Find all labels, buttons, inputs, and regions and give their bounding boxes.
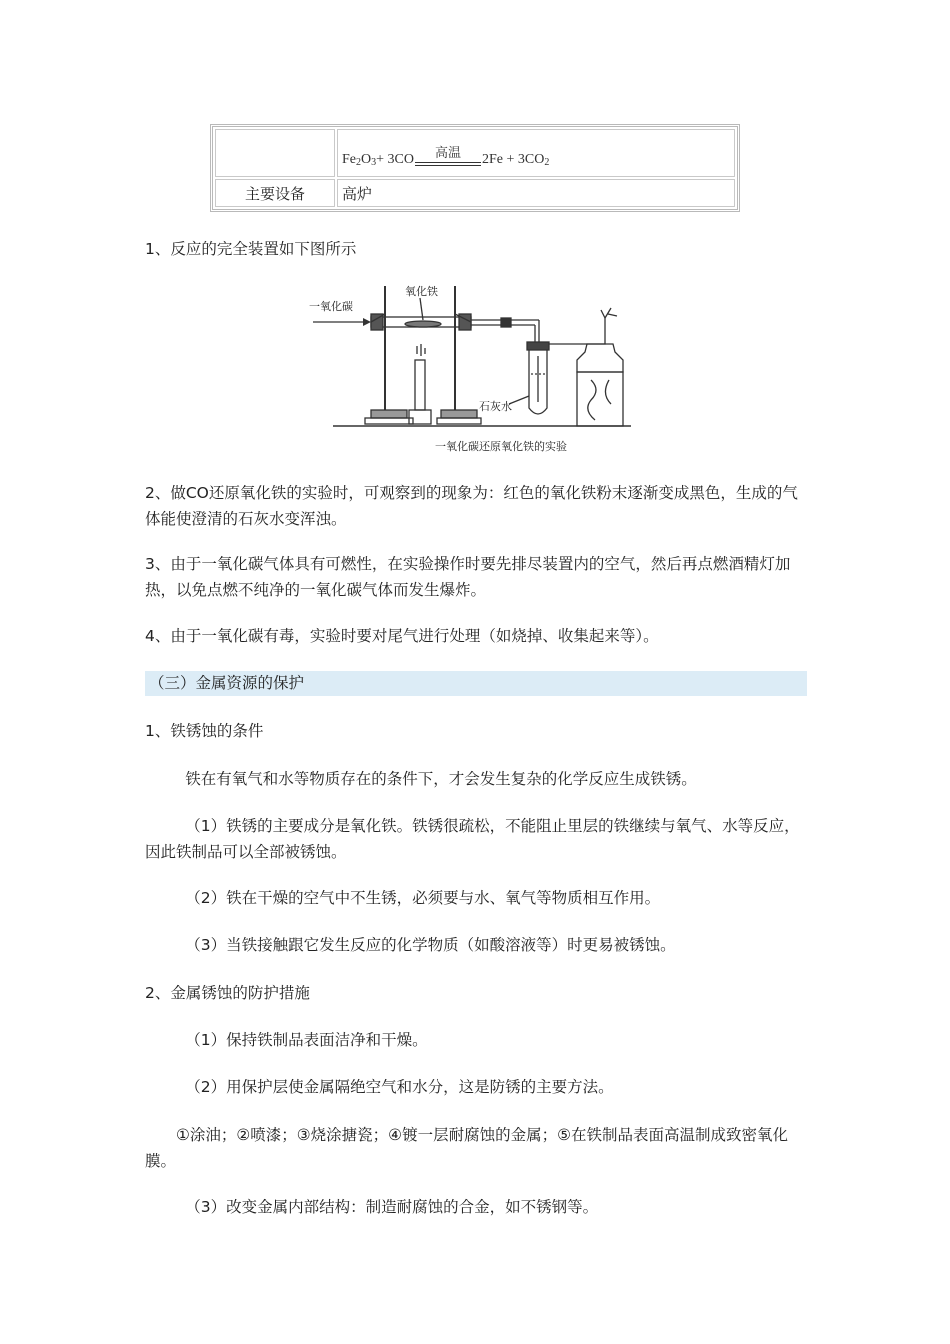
paragraph-11: （1）保持铁制品表面洁净和干燥。 — [185, 1031, 428, 1049]
eq-products: 2Fe + 3CO — [481, 152, 545, 167]
experiment-figure — [305, 284, 635, 462]
paragraph-4: 4、由于一氧化碳有毒，实验时要对尾气进行处理（如烧掉、收集起来等）。 — [145, 627, 659, 645]
paragraph-5: 1、铁锈蚀的条件 — [145, 722, 264, 740]
chemical-equation — [342, 142, 549, 168]
equals-line-top — [415, 162, 481, 163]
label-iron-oxide: 氧化铁 — [405, 285, 438, 298]
label-limewater: 石灰水 — [479, 400, 512, 413]
paragraph-9: （3）当铁接触跟它发生反应的化学物质（如酸溶液等）时更易被锈蚀。 — [185, 936, 676, 954]
paragraph-3: 3、由于一氧化碳气体具有可燃性，在实验操作时要先排尽装置内的空气，然后再点燃酒精灯加热，以免点燃不纯净的一氧化碳气体而发生爆炸。 — [145, 555, 791, 599]
device-row — [215, 179, 735, 207]
eq-sub-3: 3 — [371, 157, 377, 168]
iron-oxide-powder — [405, 321, 441, 327]
equation-cell — [337, 129, 735, 177]
eq-fe: Fe — [342, 152, 356, 167]
paragraph-2: 2、做CO还原氧化铁的实验时，可观察到的现象为：红色的氧化铁粉末逐渐变成黑色，生成的气体能使澄清的石灰水变浑浊。 — [145, 484, 798, 528]
equation-row — [215, 129, 735, 177]
device-label: 主要设备 — [215, 179, 335, 207]
paragraph-10: 2、金属锈蚀的防护措施 — [145, 984, 310, 1002]
figure-caption: 一氧化碳还原氧化铁的实验 — [435, 440, 567, 453]
paragraph-7: （1）铁锈的主要成分是氧化铁。铁锈很疏松，不能阻止里层的铁继续与氧气、水等反应，因此铁制品可以全部被锈蚀。 — [145, 817, 800, 861]
eq-o: O — [361, 152, 372, 167]
label-co: 一氧化碳 — [309, 300, 353, 313]
paragraph-1: 1、反应的完全装置如下图所示 — [145, 240, 357, 258]
equals-line-bottom — [415, 165, 481, 166]
empty-cell — [215, 129, 335, 177]
paragraph-12: （2）用保护层使金属隔绝空气和水分，这是防锈的主要方法。 — [185, 1078, 614, 1096]
reaction-condition — [415, 142, 481, 168]
paragraph-13: ①涂油；②喷漆；③烧涂搪瓷；④镀一层耐腐蚀的金属；⑤在铁制品表面高温制成致密氧化膜。 — [145, 1126, 788, 1170]
paragraph-8: （2）铁在干燥的空气中不生锈，必须要与水、氧气等物质相互作用。 — [185, 889, 661, 907]
device-value: 高炉 — [337, 179, 735, 207]
condition-text: 高温 — [434, 146, 461, 161]
eq-sub-co2: 2 — [544, 157, 550, 168]
paragraph-14: （3）改变金属内部结构：制造耐腐蚀的合金，如不锈钢等。 — [185, 1198, 599, 1216]
section-heading-text: （三）金属资源的保护 — [149, 674, 305, 692]
eq-co: + 3CO — [376, 152, 414, 167]
reaction-table — [210, 124, 740, 212]
section-heading — [145, 671, 807, 696]
paragraph-6: 铁在有氧气和水等物质存在的条件下，才会发生复杂的化学反应生成铁锈。 — [185, 770, 697, 788]
eq-sub-2: 2 — [356, 157, 361, 168]
